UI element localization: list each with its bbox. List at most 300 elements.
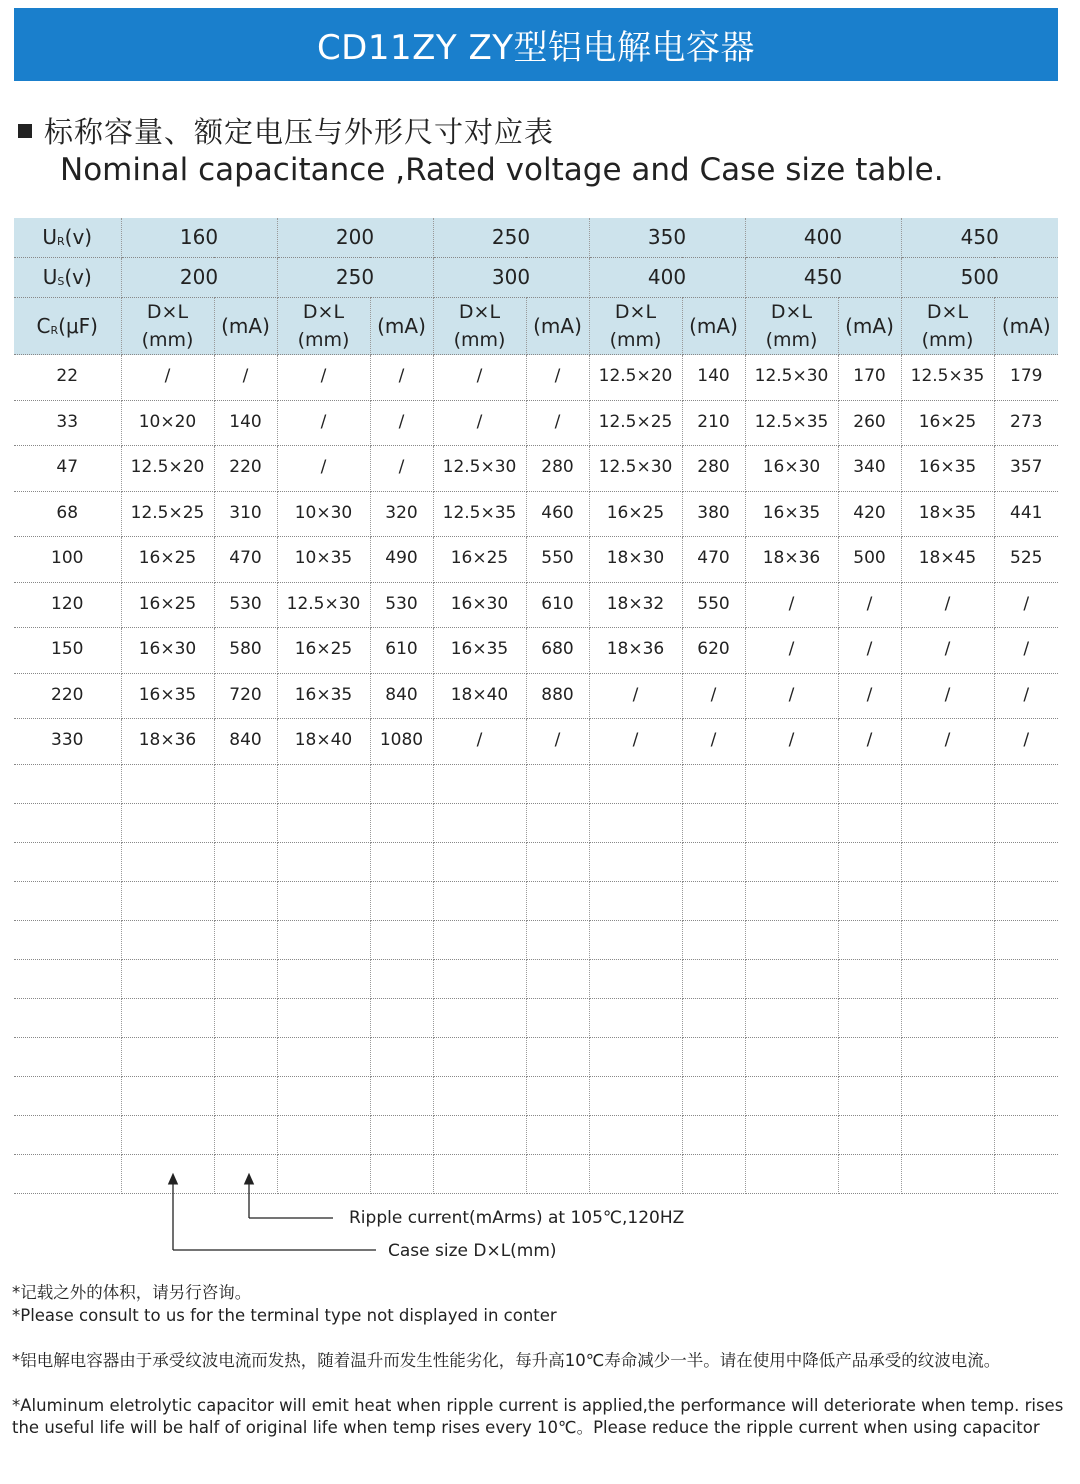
empty-cell: [838, 959, 901, 998]
empty-cell: [370, 1076, 433, 1115]
empty-row: [14, 920, 1058, 959]
empty-cell: [277, 1115, 370, 1154]
ripple-current-cell: 273: [994, 400, 1058, 446]
empty-cell: [433, 764, 526, 803]
ripple-current-cell: /: [526, 400, 589, 446]
case-size-cell: 16×25: [901, 400, 994, 446]
empty-row: [14, 1154, 1058, 1193]
empty-cell: [277, 842, 370, 881]
us-value: 400: [589, 258, 745, 298]
title-banner: [14, 8, 1058, 81]
empty-cell: [526, 1076, 589, 1115]
case-size-cell: 18×40: [277, 719, 370, 765]
ripple-current-cell: 420: [838, 491, 901, 537]
empty-cell: [433, 1154, 526, 1193]
empty-cell: [994, 920, 1058, 959]
empty-cell: [994, 1115, 1058, 1154]
case-size-cell: 18×36: [121, 719, 214, 765]
ripple-current-cell: 310: [214, 491, 277, 537]
case-size-cell: 16×25: [589, 491, 682, 537]
ripple-current-cell: 530: [370, 582, 433, 628]
us-value: 450: [745, 258, 901, 298]
empty-cell: [682, 803, 745, 842]
ripple-current-cell: 357: [994, 446, 1058, 492]
empty-cell: [682, 1115, 745, 1154]
case-size-cell: 12.5×30: [433, 446, 526, 492]
capacitance-cell: 150: [14, 628, 121, 674]
ma-header: (mA): [838, 298, 901, 355]
us-value: 500: [901, 258, 1058, 298]
empty-cell: [745, 1037, 838, 1076]
case-size-cell: 18×36: [745, 537, 838, 583]
table-row: [14, 355, 1058, 401]
empty-cell: [589, 959, 682, 998]
ripple-current-cell: 500: [838, 537, 901, 583]
empty-cell: [370, 959, 433, 998]
ripple-current-cell: /: [370, 355, 433, 401]
case-size-cell: 10×35: [277, 537, 370, 583]
ripple-current-cell: 550: [682, 582, 745, 628]
empty-cell: [370, 1154, 433, 1193]
ur-value: 160: [121, 218, 277, 258]
ur-value: 200: [277, 218, 433, 258]
ripple-current-cell: 490: [370, 537, 433, 583]
empty-cell: [370, 842, 433, 881]
case-size-cell: /: [901, 628, 994, 674]
capacitance-cell: 330: [14, 719, 121, 765]
case-size-cell: 12.5×25: [121, 491, 214, 537]
empty-cell: [589, 764, 682, 803]
empty-row: [14, 1037, 1058, 1076]
ur-value: 450: [901, 218, 1058, 258]
header-row-cr: [14, 298, 1058, 355]
ripple-current-cell: /: [838, 673, 901, 719]
case-size-cell: 16×30: [745, 446, 838, 492]
empty-cell: [370, 803, 433, 842]
empty-cell: [214, 1076, 277, 1115]
case-size-cell: /: [433, 355, 526, 401]
case-size-cell: 16×30: [433, 582, 526, 628]
empty-cell: [277, 1076, 370, 1115]
empty-cell: [838, 920, 901, 959]
case-size-cell: 16×35: [745, 491, 838, 537]
empty-cell: [14, 1037, 121, 1076]
us-value: 200: [121, 258, 277, 298]
case-size-cell: 18×36: [589, 628, 682, 674]
empty-cell: [838, 764, 901, 803]
case-size-cell: /: [745, 582, 838, 628]
empty-cell: [745, 803, 838, 842]
empty-cell: [526, 881, 589, 920]
note-2-en: *Aluminum eletrolytic capacitor will emit heat when ripple current is applied,the performance will deteriorate when temp. rises the useful life will be half of original life when temp rises every 10℃。Please reduce the ripple current when using capacitor: [12, 1396, 1064, 1437]
ripple-current-cell: 470: [214, 537, 277, 583]
empty-cell: [682, 881, 745, 920]
empty-cell: [214, 842, 277, 881]
empty-cell: [14, 1076, 121, 1115]
empty-cell: [838, 998, 901, 1037]
empty-cell: [994, 764, 1058, 803]
empty-row: [14, 998, 1058, 1037]
ripple-current-cell: /: [838, 628, 901, 674]
ripple-current-cell: 210: [682, 400, 745, 446]
empty-cell: [121, 803, 214, 842]
empty-cell: [121, 959, 214, 998]
ripple-current-cell: /: [370, 446, 433, 492]
ripple-current-cell: /: [526, 355, 589, 401]
empty-cell: [433, 842, 526, 881]
empty-cell: [121, 1037, 214, 1076]
case-size-cell: 16×25: [433, 537, 526, 583]
case-size-cell: 12.5×30: [589, 446, 682, 492]
empty-cell: [277, 1037, 370, 1076]
empty-cell: [14, 920, 121, 959]
ripple-current-cell: 530: [214, 582, 277, 628]
empty-cell: [745, 764, 838, 803]
empty-cell: [214, 1154, 277, 1193]
empty-cell: [901, 1076, 994, 1115]
empty-cell: [14, 1154, 121, 1193]
empty-cell: [838, 881, 901, 920]
empty-cell: [994, 1154, 1058, 1193]
case-size-cell: /: [277, 355, 370, 401]
empty-cell: [901, 803, 994, 842]
empty-cell: [214, 920, 277, 959]
header-row-us: [14, 258, 1058, 298]
empty-cell: [370, 881, 433, 920]
empty-cell: [901, 959, 994, 998]
empty-cell: [526, 764, 589, 803]
ripple-current-cell: /: [370, 400, 433, 446]
empty-row: [14, 959, 1058, 998]
ripple-current-label: Ripple current(mArms) at 105℃,120HZ: [349, 1208, 685, 1228]
case-size-cell: 16×35: [901, 446, 994, 492]
ripple-current-cell: /: [994, 628, 1058, 674]
empty-cell: [682, 998, 745, 1037]
empty-cell: [214, 1115, 277, 1154]
empty-cell: [682, 764, 745, 803]
empty-cell: [682, 1037, 745, 1076]
empty-cell: [901, 920, 994, 959]
empty-cell: [682, 1154, 745, 1193]
empty-cell: [589, 920, 682, 959]
case-size-cell: /: [433, 400, 526, 446]
case-size-cell: 12.5×25: [589, 400, 682, 446]
dl-mm-header: D×L (mm): [745, 298, 838, 355]
empty-cell: [682, 1076, 745, 1115]
empty-cell: [838, 1076, 901, 1115]
case-size-cell: /: [745, 673, 838, 719]
ripple-current-cell: /: [838, 582, 901, 628]
empty-cell: [838, 803, 901, 842]
case-size-cell: /: [433, 719, 526, 765]
empty-cell: [214, 803, 277, 842]
us-label-cell: $U_S(v)$: [14, 258, 121, 298]
case-size-cell: /: [745, 628, 838, 674]
ripple-current-cell: 580: [214, 628, 277, 674]
case-size-cell: 18×32: [589, 582, 682, 628]
case-size-cell: 16×30: [121, 628, 214, 674]
case-size-cell: 12.5×20: [589, 355, 682, 401]
ripple-current-cell: 280: [682, 446, 745, 492]
ripple-current-cell: 179: [994, 355, 1058, 401]
ripple-current-cell: 1080: [370, 719, 433, 765]
table-row: [14, 446, 1058, 492]
ur-value: 350: [589, 218, 745, 258]
empty-cell: [121, 764, 214, 803]
empty-cell: [745, 1115, 838, 1154]
case-size-cell: 12.5×35: [433, 491, 526, 537]
case-size-cell: 16×35: [277, 673, 370, 719]
empty-cell: [526, 920, 589, 959]
empty-cell: [214, 998, 277, 1037]
dl-mm-header: D×L (mm): [589, 298, 682, 355]
empty-cell: [214, 959, 277, 998]
empty-cell: [370, 764, 433, 803]
ur-value: 250: [433, 218, 589, 258]
section-title-cn-text: 标称容量、额定电压与外形尺寸对应表: [44, 115, 555, 149]
capacitance-cell: 33: [14, 400, 121, 446]
empty-cell: [433, 1115, 526, 1154]
case-size-cell: /: [277, 400, 370, 446]
empty-cell: [589, 1115, 682, 1154]
table-row: [14, 673, 1058, 719]
ripple-current-cell: 220: [214, 446, 277, 492]
empty-cell: [682, 920, 745, 959]
ripple-current-cell: 460: [526, 491, 589, 537]
empty-cell: [433, 881, 526, 920]
ur-value: 400: [745, 218, 901, 258]
empty-cell: [214, 764, 277, 803]
cr-label-cell: $C_R(\mu F)$: [14, 298, 121, 355]
empty-row: [14, 764, 1058, 803]
empty-cell: [745, 1076, 838, 1115]
ripple-current-cell: 140: [682, 355, 745, 401]
empty-cell: [994, 881, 1058, 920]
ripple-current-cell: 720: [214, 673, 277, 719]
empty-cell: [370, 998, 433, 1037]
empty-cell: [14, 842, 121, 881]
empty-cell: [838, 1115, 901, 1154]
ripple-current-cell: /: [214, 355, 277, 401]
ripple-current-cell: 525: [994, 537, 1058, 583]
empty-cell: [214, 881, 277, 920]
ripple-current-cell: /: [838, 719, 901, 765]
ripple-current-cell: 840: [370, 673, 433, 719]
case-size-cell: /: [901, 719, 994, 765]
table-row: [14, 719, 1058, 765]
empty-cell: [745, 842, 838, 881]
empty-cell: [277, 881, 370, 920]
case-size-cell: /: [745, 719, 838, 765]
case-size-cell: 16×35: [121, 673, 214, 719]
case-size-label: Case size D×L(mm): [388, 1241, 557, 1261]
empty-cell: [526, 1154, 589, 1193]
empty-cell: [901, 1115, 994, 1154]
ma-header: (mA): [526, 298, 589, 355]
empty-cell: [838, 1154, 901, 1193]
empty-cell: [433, 998, 526, 1037]
case-size-cell: /: [589, 673, 682, 719]
empty-cell: [14, 881, 121, 920]
bullet-square-icon: [18, 124, 32, 138]
empty-cell: [589, 881, 682, 920]
ripple-current-cell: /: [994, 673, 1058, 719]
ripple-current-cell: 610: [526, 582, 589, 628]
dl-mm-header: D×L (mm): [901, 298, 994, 355]
case-size-cell: 10×30: [277, 491, 370, 537]
capacitance-cell: 100: [14, 537, 121, 583]
empty-cell: [121, 920, 214, 959]
empty-cell: [14, 803, 121, 842]
empty-cell: [838, 842, 901, 881]
capacitance-cell: 220: [14, 673, 121, 719]
empty-cell: [526, 1115, 589, 1154]
table-row: [14, 582, 1058, 628]
ma-header: (mA): [682, 298, 745, 355]
case-size-cell: /: [589, 719, 682, 765]
empty-cell: [277, 803, 370, 842]
empty-cell: [901, 1154, 994, 1193]
case-size-cell: 16×25: [121, 582, 214, 628]
capacitance-cell: 120: [14, 582, 121, 628]
ripple-current-cell: /: [994, 719, 1058, 765]
ripple-current-cell: 880: [526, 673, 589, 719]
ripple-current-cell: 610: [370, 628, 433, 674]
ma-header: (mA): [994, 298, 1058, 355]
empty-cell: [433, 920, 526, 959]
empty-cell: [682, 959, 745, 998]
ripple-current-cell: 260: [838, 400, 901, 446]
note-2-cn: *铝电解电容器由于承受纹波电流而发热，随着温升而发生性能劣化，每升高10℃寿命减少一半。请在使用中降低产品承受的纹波电流。: [12, 1351, 1001, 1370]
empty-cell: [589, 842, 682, 881]
case-size-cell: /: [277, 446, 370, 492]
empty-cell: [526, 842, 589, 881]
empty-cell: [745, 881, 838, 920]
case-size-cell: /: [901, 673, 994, 719]
empty-cell: [121, 842, 214, 881]
empty-cell: [370, 1037, 433, 1076]
case-size-cell: 12.5×30: [745, 355, 838, 401]
empty-cell: [433, 1037, 526, 1076]
empty-cell: [589, 1154, 682, 1193]
empty-cell: [14, 959, 121, 998]
dl-mm-header: D×L (mm): [433, 298, 526, 355]
empty-cell: [277, 920, 370, 959]
table-row: [14, 491, 1058, 537]
empty-cell: [589, 1076, 682, 1115]
ripple-current-cell: /: [994, 582, 1058, 628]
empty-cell: [901, 764, 994, 803]
case-size-cell: 12.5×35: [901, 355, 994, 401]
section-title-cn: [18, 110, 554, 151]
ripple-current-cell: 441: [994, 491, 1058, 537]
us-value: 300: [433, 258, 589, 298]
ripple-current-cell: 840: [214, 719, 277, 765]
ripple-current-cell: 680: [526, 628, 589, 674]
empty-row: [14, 842, 1058, 881]
ripple-current-cell: 140: [214, 400, 277, 446]
empty-cell: [277, 959, 370, 998]
empty-cell: [277, 764, 370, 803]
case-size-cell: 18×45: [901, 537, 994, 583]
empty-cell: [994, 803, 1058, 842]
empty-cell: [433, 1076, 526, 1115]
capacitor-spec-table: [14, 218, 1058, 1194]
table-row: [14, 628, 1058, 674]
empty-cell: [526, 803, 589, 842]
empty-cell: [370, 920, 433, 959]
ripple-current-cell: /: [682, 719, 745, 765]
case-size-cell: 16×25: [121, 537, 214, 583]
note-1-cn: *记载之外的体积，请另行咨询。: [12, 1283, 252, 1302]
ripple-current-cell: 320: [370, 491, 433, 537]
empty-cell: [526, 959, 589, 998]
ripple-current-cell: 620: [682, 628, 745, 674]
case-size-cell: 12.5×35: [745, 400, 838, 446]
empty-row: [14, 1076, 1058, 1115]
empty-cell: [589, 1037, 682, 1076]
empty-cell: [14, 1115, 121, 1154]
case-size-cell: 12.5×30: [277, 582, 370, 628]
empty-cell: [370, 1115, 433, 1154]
ripple-current-cell: 280: [526, 446, 589, 492]
case-size-cell: 12.5×20: [121, 446, 214, 492]
case-size-cell: /: [121, 355, 214, 401]
case-size-cell: 18×30: [589, 537, 682, 583]
dl-mm-header: D×L (mm): [277, 298, 370, 355]
ma-header: (mA): [214, 298, 277, 355]
section-title-en: Nominal capacitance ,Rated voltage and Case size table.: [60, 152, 944, 188]
ur-label-cell: $U_R(v)$: [14, 218, 121, 258]
dl-mm-header: D×L (mm): [121, 298, 214, 355]
empty-cell: [901, 842, 994, 881]
case-size-cell: 16×35: [433, 628, 526, 674]
empty-cell: [14, 998, 121, 1037]
note-1-en: *Please consult to us for the terminal type not displayed in conter: [12, 1306, 557, 1325]
ripple-current-cell: /: [682, 673, 745, 719]
header-row-ur: [14, 218, 1058, 258]
empty-cell: [121, 998, 214, 1037]
capacitance-cell: 22: [14, 355, 121, 401]
empty-cell: [277, 1154, 370, 1193]
empty-cell: [745, 1154, 838, 1193]
case-size-cell: 10×20: [121, 400, 214, 446]
ripple-current-cell: /: [526, 719, 589, 765]
ripple-current-cell: 470: [682, 537, 745, 583]
ripple-current-cell: 550: [526, 537, 589, 583]
empty-cell: [433, 803, 526, 842]
empty-cell: [838, 1037, 901, 1076]
empty-cell: [901, 1037, 994, 1076]
empty-cell: [589, 803, 682, 842]
case-size-cell: 18×40: [433, 673, 526, 719]
table-row: [14, 537, 1058, 583]
empty-cell: [901, 998, 994, 1037]
us-value: 250: [277, 258, 433, 298]
empty-cell: [14, 764, 121, 803]
table-row: [14, 400, 1058, 446]
capacitance-cell: 68: [14, 491, 121, 537]
empty-cell: [745, 920, 838, 959]
empty-cell: [745, 959, 838, 998]
case-size-cell: 16×25: [277, 628, 370, 674]
empty-cell: [994, 1076, 1058, 1115]
empty-cell: [433, 959, 526, 998]
case-size-cell: 18×35: [901, 491, 994, 537]
empty-row: [14, 1115, 1058, 1154]
case-size-cell: /: [901, 582, 994, 628]
ripple-current-cell: 340: [838, 446, 901, 492]
